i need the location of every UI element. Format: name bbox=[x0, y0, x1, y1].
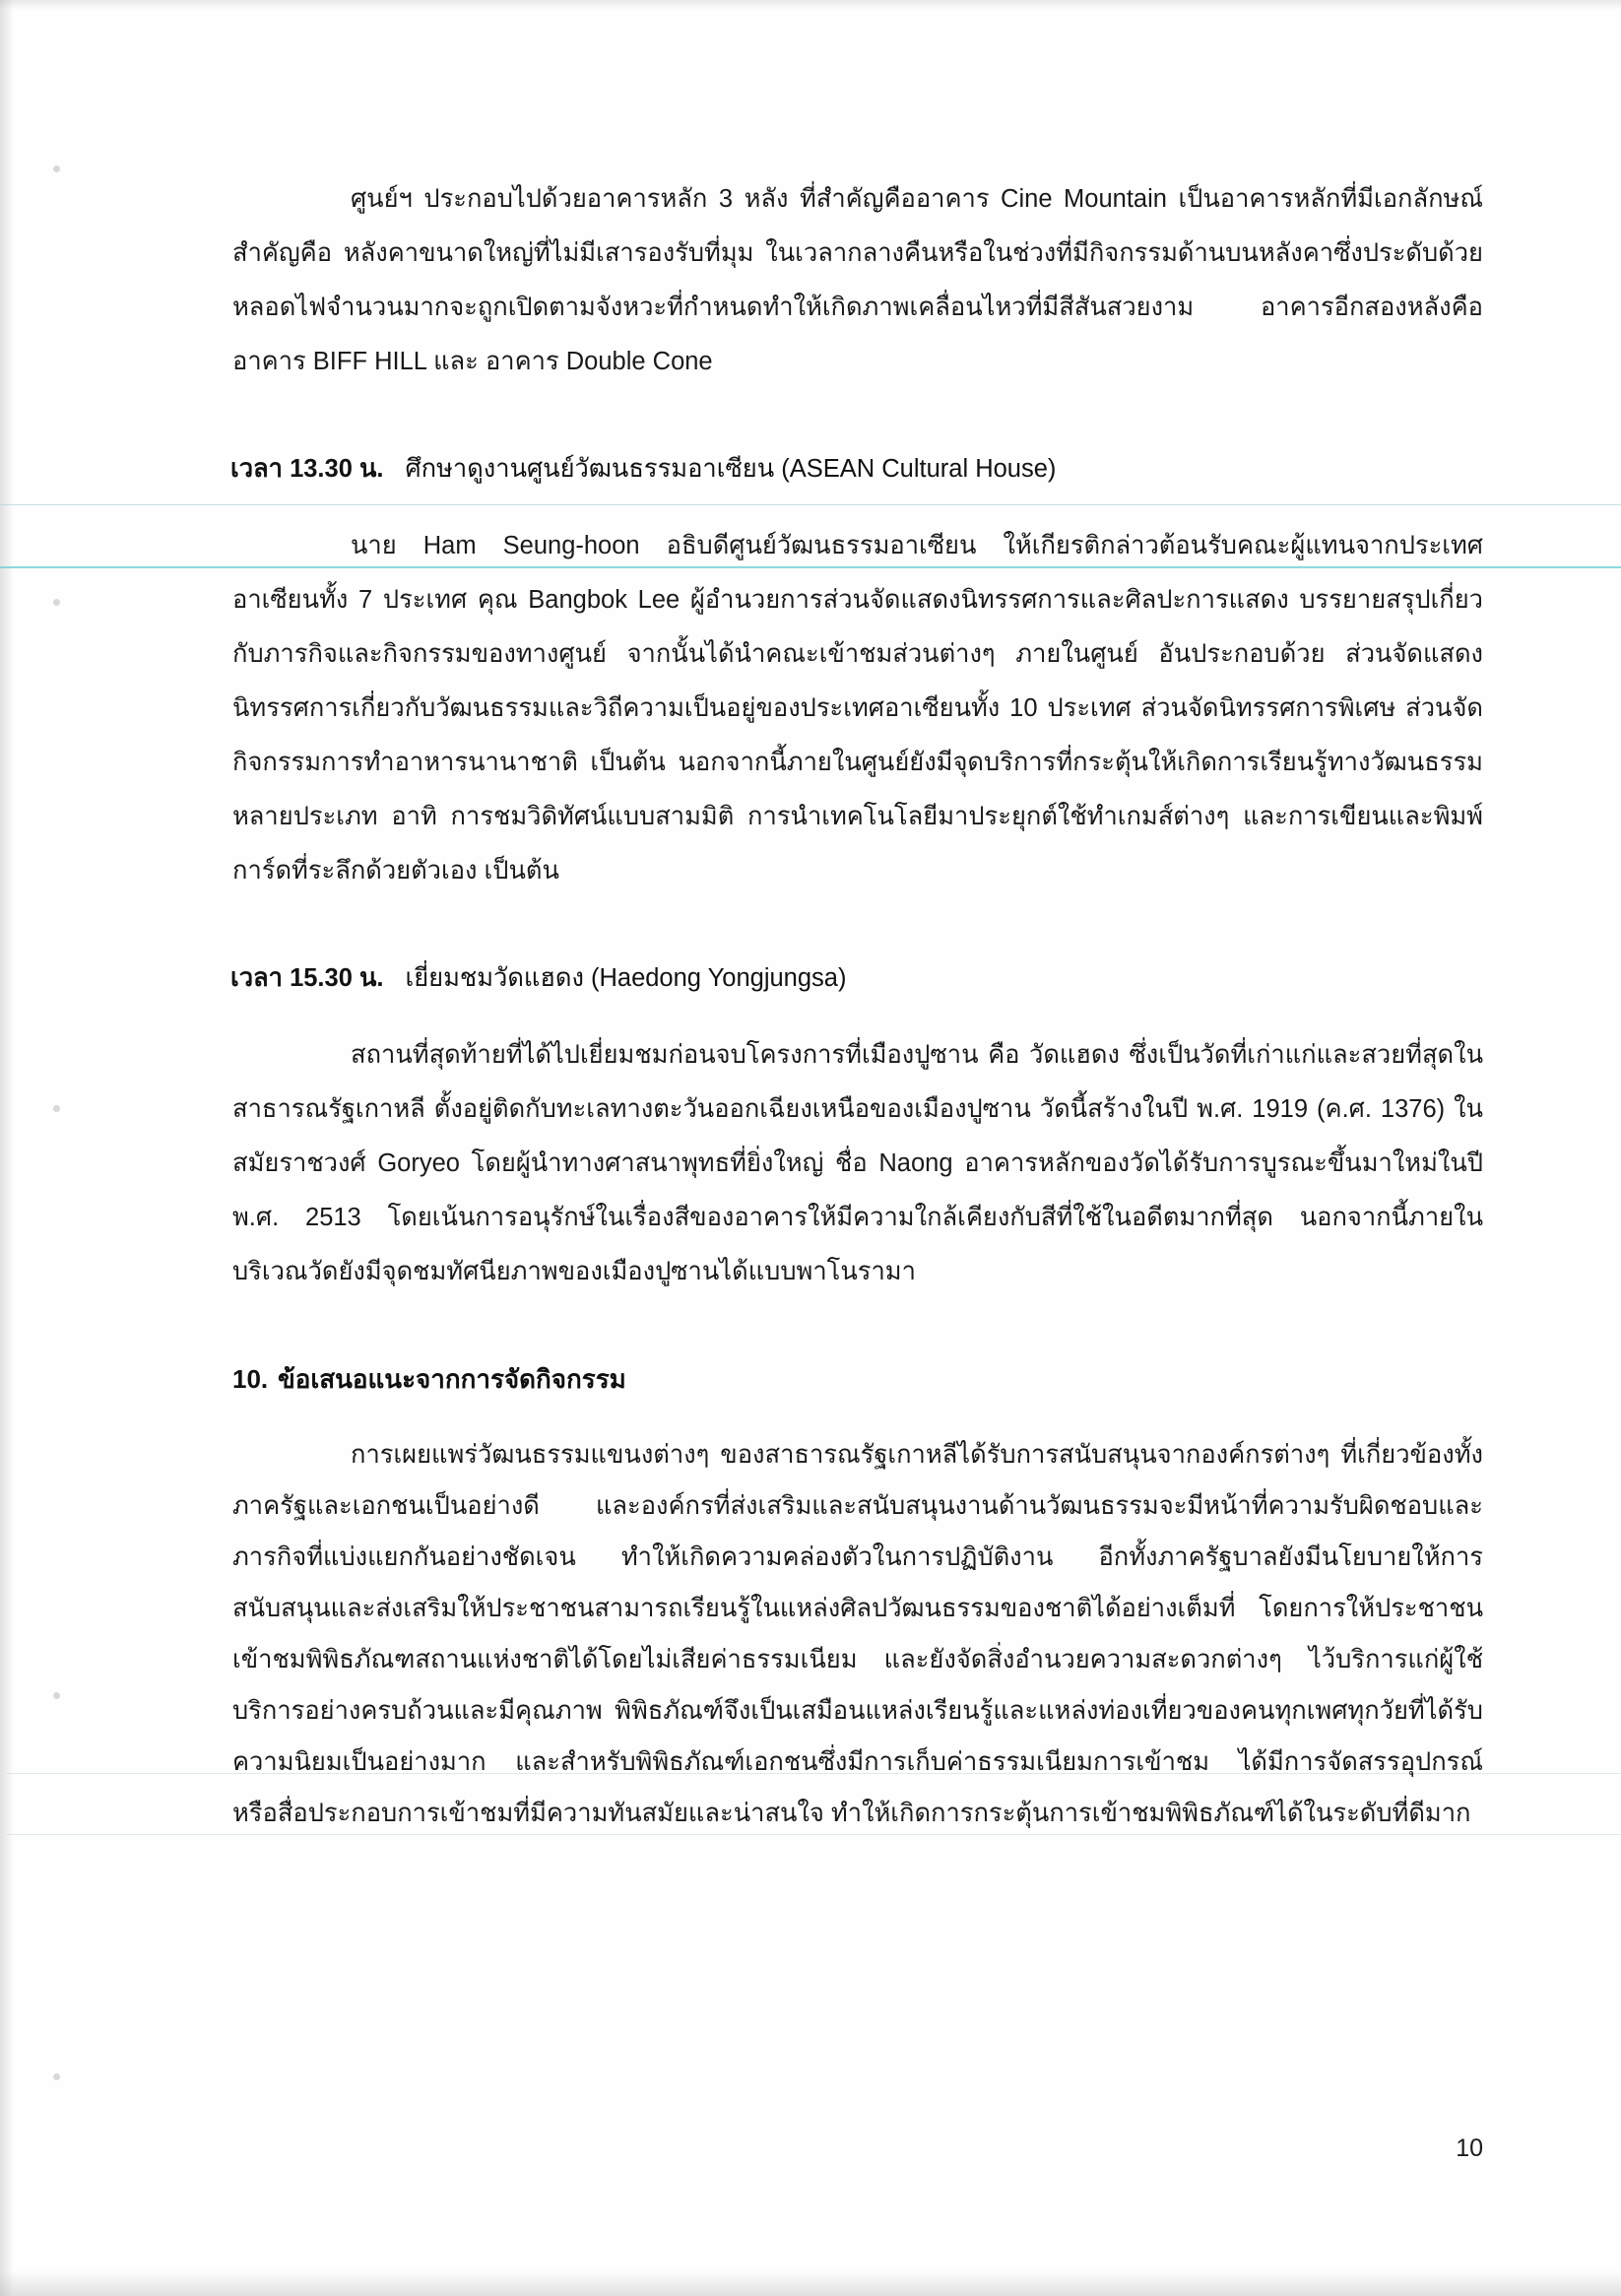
heading-asean-visit bbox=[232, 444, 1483, 493]
heading-temple-title: เยี่ยมชมวัดแฮดง (Haedong Yongjungsa) bbox=[405, 964, 847, 992]
page-number: 10 bbox=[1456, 2134, 1483, 2162]
page-edge-shadow-bottom bbox=[0, 2270, 1621, 2296]
page-speck-1 bbox=[53, 165, 60, 172]
heading-section-10 bbox=[232, 1354, 1483, 1404]
paragraph-temple-body: สถานที่สุดท้ายที่ได้ไปเยี่ยมชมก่อนจบโครงการที่เมืองปูซาน คือ วัดแฮดง ซึ่งเป็นวัดที่เก่าแก่และสวยที่สุดในสาธารณรัฐเกาหลี ตั้งอยู่ติดกับทะเลทางตะวันออกเฉียงเหนือของเมืองปูซาน วัดนี้สร้างในปี พ.ศ. 1919 (ค.ศ. 1376) ในสมัยราชวงศ์ Goryeo โดยผู้นำทางศาสนาพุทธที่ยิ่งใหญ่ ชื่อ Naong อาคารหลักของวัดได้รับการบูรณะขึ้นมาใหม่ในปี พ.ศ. 2513 โดยเน้นการอนุรักษ์ในเรื่องสีของอาคารให้มีความใกล้เคียงกับสีที่ใช้ในอดีตมากที่สุด นอกจากนี้ภายในบริเวณวัดยังมีจุดชมทัศนียภาพของเมืองปูซานได้แบบพาโนรามา bbox=[232, 1041, 1483, 1285]
paragraph-asean-body: นาย Ham Seung-hoon อธิบดีศูนย์วัฒนธรรมอาเซียน ให้เกียรติกล่าวต้อนรับคณะผู้แทนจากประเทศอาเซียนทั้ง 7 ประเทศ คุณ Bangbok Lee ผู้อำนวยการส่วนจัดแสดงนิทรรศการและศิลปะการแสดง บรรยายสรุปเกี่ยวกับภารกิจและกิจกรรมของทางศูนย์ จากนั้นได้นำคณะเข้าชมส่วนต่างๆ ภายในศูนย์ อันประกอบด้วย ส่วนจัดแสดงนิทรรศการเกี่ยวกับวัฒนธรรมและวิถีความเป็นอยู่ของประเทศอาเซียนทั้ง 10 ประเทศ ส่วนจัดนิทรรศการพิเศษ ส่วนจัดกิจกรรมการทำอาหารนานาชาติ เป็นต้น นอกจากนี้ภายในศูนย์ยังมีจุดบริการที่กระตุ้นให้เกิดการเรียนรู้ทางวัฒนธรรมหลายประเภท อาทิ การชมวิดิทัศน์แบบสามมิติ การนำเทคโนโลยีมาประยุกต์ใช้ทำเกมส์ต่างๆ และการเขียนและพิมพ์การ์ดที่ระลึกด้วยตัวเอง เป็นต้น bbox=[232, 532, 1483, 885]
page-edge-shadow-left bbox=[0, 0, 14, 2296]
heading-asean-title: ศึกษาดูงานศูนย์วัฒนธรรมอาเซียน (ASEAN Cultural House) bbox=[405, 455, 1057, 483]
page-speck-3 bbox=[53, 1105, 60, 1112]
page-speck-4 bbox=[53, 1692, 60, 1699]
page-speck-2 bbox=[53, 599, 60, 606]
page-edge-shadow-top bbox=[0, 0, 1621, 10]
paragraph-intro: ศูนย์ฯ ประกอบไปด้วยอาคารหลัก 3 หลัง ที่สำคัญคืออาคาร Cine Mountain เป็นอาคารหลักที่มีเอกลักษณ์สำคัญคือ หลังคาขนาดใหญ่ที่ไม่มีเสารองรับที่มุม ในเวลากลางคืนหรือในช่วงที่มีกิจกรรมด้านบนหลังคาซึ่งประดับด้วยหลอดไฟจำนวนมากจะถูกเปิดตามจังหวะที่กำหนดทำให้เกิดภาพเคลื่อนไหวที่มีสีสันสวยงาม อาคารอีกสองหลังคือ อาคาร BIFF HILL และ อาคาร Double Cone bbox=[232, 185, 1483, 375]
heading-section-title: ข้อเสนอแนะจากการจัดกิจกรรม bbox=[278, 1364, 626, 1394]
heading-section-number: 10. bbox=[232, 1364, 269, 1394]
heading-asean-time: เวลา 13.30 น. bbox=[230, 455, 384, 483]
heading-temple-visit bbox=[232, 953, 1483, 1003]
heading-temple-time: เวลา 15.30 น. bbox=[230, 964, 384, 992]
page-speck-5 bbox=[53, 2073, 60, 2080]
paragraph-recommendation-body: การเผยแพร่วัฒนธรรมแขนงต่างๆ ของสาธารณรัฐเกาหลีได้รับการสนับสนุนจากองค์กรต่างๆ ที่เกี่ยวข้องทั้งภาครัฐและเอกชนเป็นอย่างดี และองค์กรที่ส่งเสริมและสนับสนุนงานด้านวัฒนธรรมจะมีหน้าที่ความรับผิดชอบและภารกิจที่แบ่งแยกกันอย่างชัดเจน ทำให้เกิดความคล่องตัวในการปฏิบัติงาน อีกทั้งภาครัฐบาลยังมีนโยบายให้การสนับสนุนและส่งเสริมให้ประชาชนสามารถเรียนรู้ในแหล่งศิลปวัฒนธรรมของชาติได้อย่างเต็มที่ โดยการให้ประชาชนเข้าชมพิพิธภัณฑสถานแห่งชาติได้โดยไม่เสียค่าธรรมเนียม และยังจัดสิ่งอำนวยความสะดวกต่างๆ ไว้บริการแก่ผู้ใช้บริการอย่างครบถ้วนและมีคุณภาพ พิพิธภัณฑ์จึงเป็นเสมือนแหล่งเรียนรู้และแหล่งท่องเที่ยวของคนทุกเพศทุกวัยที่ได้รับความนิยมเป็นอย่างมาก และสำหรับพิพิธภัณฑ์เอกชนซึ่งมีการเก็บค่าธรรมเนียมการเข้าชม ได้มีการจัดสรรอุปกรณ์หรือสื่อประกอบการเข้าชมที่มีความทันสมัยและน่าสนใจ ทำให้เกิดการกระตุ้นการเข้าชมพิพิธภัณฑ์ได้ในระดับที่ดีมาก bbox=[232, 1441, 1483, 1827]
document-body bbox=[232, 172, 1483, 1839]
